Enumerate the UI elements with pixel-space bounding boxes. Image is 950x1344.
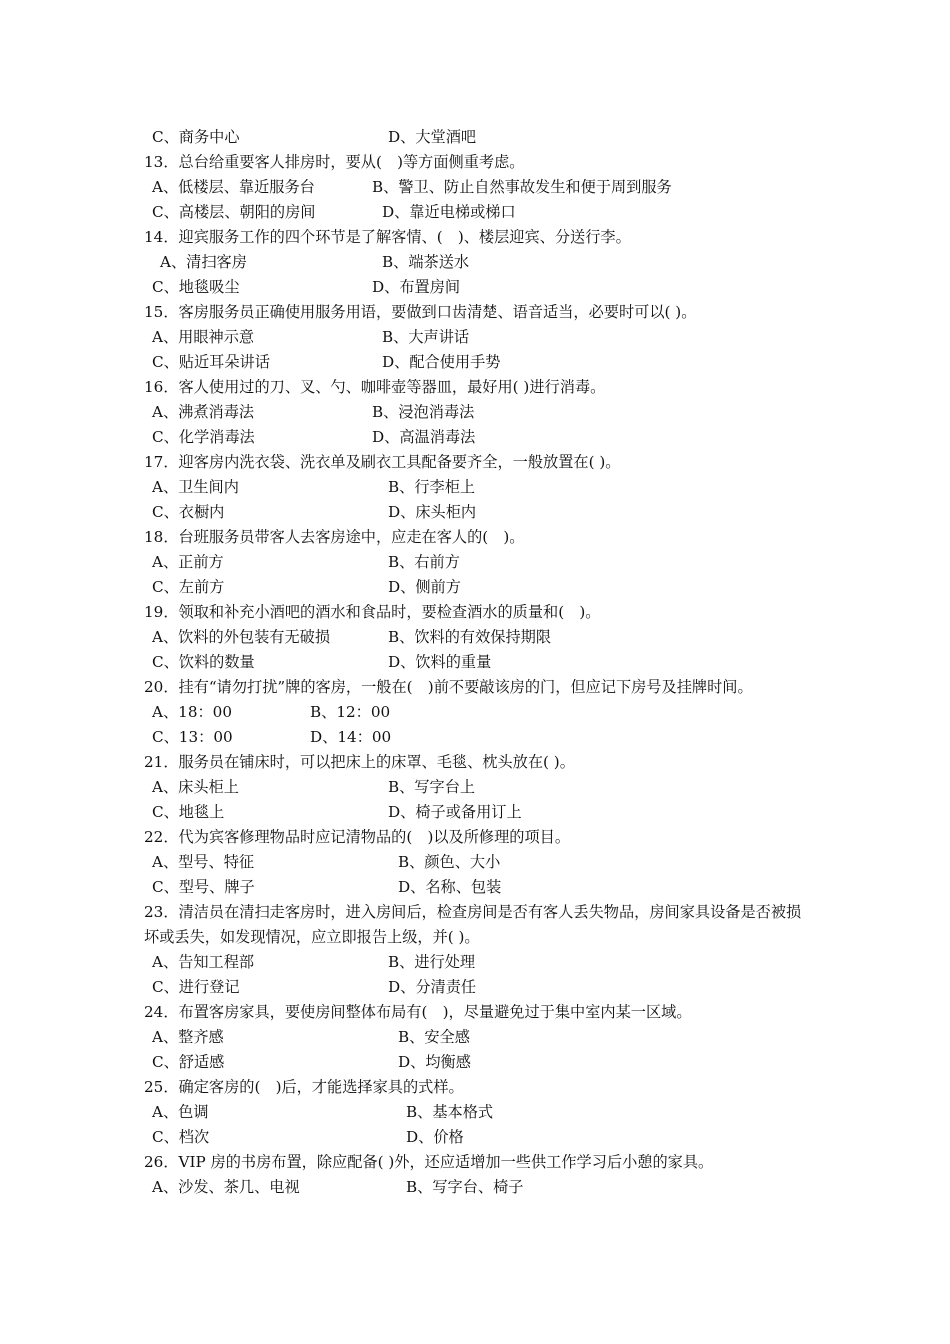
question-text: 16．客人使用过的刀、叉、勺、咖啡壶等器皿，最好用( )进行消毒。 bbox=[144, 378, 606, 396]
answer-option: D、饮料的重量 bbox=[388, 653, 492, 671]
answer-option: B、写字台、椅子 bbox=[406, 1178, 524, 1196]
question-text: 15．客房服务员正确使用服务用语，要做到口齿清楚、语音适当，必要时可以( )。 bbox=[144, 303, 697, 321]
answer-option: A、沸煮消毒法 bbox=[152, 403, 255, 421]
answer-option: A、饮料的外包装有无破损 bbox=[152, 628, 331, 646]
answer-options-row bbox=[144, 1100, 812, 1125]
answer-option: A、整齐感 bbox=[152, 1028, 224, 1046]
answer-option: D、布置房间 bbox=[372, 278, 461, 296]
answer-option: D、配合使用手势 bbox=[382, 353, 501, 371]
answer-option: B、写字台上 bbox=[388, 778, 476, 796]
answer-option: D、靠近电梯或梯口 bbox=[382, 203, 516, 221]
answer-option: C、贴近耳朵讲话 bbox=[152, 353, 270, 371]
answer-options-row bbox=[144, 325, 812, 350]
answer-option: B、警卫、防止自然事故发生和便于周到服务 bbox=[372, 178, 672, 196]
answer-option: C、地毯吸尘 bbox=[152, 278, 240, 296]
answer-option: D、14：00 bbox=[310, 728, 392, 746]
answer-options-row bbox=[144, 400, 812, 425]
answer-option: C、高楼层、朝阳的房间 bbox=[152, 203, 316, 221]
answer-option: D、大堂酒吧 bbox=[388, 128, 477, 146]
answer-option: D、床头柜内 bbox=[388, 503, 477, 521]
answer-options-row bbox=[144, 1125, 812, 1150]
answer-option: B、大声讲话 bbox=[382, 328, 470, 346]
answer-option: A、18：00 bbox=[152, 703, 232, 721]
answer-option: C、地毯上 bbox=[152, 803, 225, 821]
answer-option: C、左前方 bbox=[152, 578, 225, 596]
answer-options-row bbox=[144, 475, 812, 500]
answer-option: D、价格 bbox=[406, 1128, 464, 1146]
answer-options-row bbox=[144, 175, 812, 200]
answer-option: D、高温消毒法 bbox=[372, 428, 476, 446]
answer-option: D、均衡感 bbox=[398, 1053, 471, 1071]
question-text: 22．代为宾客修理物品时应记清物品的( )以及所修理的项目。 bbox=[144, 828, 571, 846]
question-text: 25．确定客房的( )后，才能选择家具的式样。 bbox=[144, 1078, 464, 1096]
answer-option: A、卫生间内 bbox=[152, 478, 239, 496]
answer-options-row bbox=[144, 1025, 812, 1050]
question-text: 21．服务员在铺床时，可以把床上的床罩、毛毯、枕头放在( )。 bbox=[144, 753, 575, 771]
answer-options-row bbox=[144, 1175, 812, 1200]
answer-option: D、椅子或备用订上 bbox=[388, 803, 522, 821]
answer-option: C、饮料的数量 bbox=[152, 653, 255, 671]
answer-options-row bbox=[144, 275, 812, 300]
question-text: 24．布置客房家具，要使房间整体布局有( )，尽量避免过于集中室内某一区域。 bbox=[144, 1003, 692, 1021]
answer-options-row bbox=[144, 650, 812, 675]
answer-option: A、用眼神示意 bbox=[152, 328, 255, 346]
answer-option: A、正前方 bbox=[152, 553, 224, 571]
answer-options-row bbox=[144, 850, 812, 875]
answer-option: B、颜色、大小 bbox=[398, 853, 501, 871]
answer-option: A、色调 bbox=[152, 1103, 209, 1121]
answer-option: D、侧前方 bbox=[388, 578, 461, 596]
answer-option: A、告知工程部 bbox=[152, 953, 255, 971]
question-text: 19．领取和补充小酒吧的酒水和食品时，要检查酒水的质量和( )。 bbox=[144, 603, 601, 621]
answer-options-row bbox=[144, 200, 812, 225]
answer-options-row bbox=[144, 1050, 812, 1075]
answer-options-row bbox=[144, 575, 812, 600]
answer-option: B、浸泡消毒法 bbox=[372, 403, 475, 421]
question-text: 23．清洁员在清扫走客房时，进入房间后，检查房间是否有客人丢失物品，房间家具设备是否被损坏或丢失，如发现情况，应立即报告上级，并( )。 bbox=[144, 903, 802, 946]
answer-options-row bbox=[144, 975, 812, 1000]
answer-options-row bbox=[144, 625, 812, 650]
answer-option: B、基本格式 bbox=[406, 1103, 494, 1121]
answer-option: C、进行登记 bbox=[152, 978, 240, 996]
question-text: 13．总台给重要客人排房时，要从( )等方面侧重考虑。 bbox=[144, 153, 525, 171]
answer-option: B、端茶送水 bbox=[382, 253, 470, 271]
answer-option: C、舒适感 bbox=[152, 1053, 225, 1071]
answer-option: B、进行处理 bbox=[388, 953, 476, 971]
answer-option: B、行李柜上 bbox=[388, 478, 476, 496]
answer-options-row bbox=[144, 550, 812, 575]
question-text: 17．迎客房内洗衣袋、洗衣单及刷衣工具配备要齐全，一般放置在( )。 bbox=[144, 453, 621, 471]
answer-options-row bbox=[144, 800, 812, 825]
answer-option: C、衣橱内 bbox=[152, 503, 225, 521]
answer-option: B、12：00 bbox=[310, 703, 391, 721]
answer-options-row bbox=[144, 700, 812, 725]
answer-option: D、分清责任 bbox=[388, 978, 477, 996]
answer-option: A、清扫客房 bbox=[160, 253, 247, 271]
answer-options-row bbox=[144, 250, 812, 275]
answer-option: C、档次 bbox=[152, 1128, 210, 1146]
answer-options-row bbox=[144, 950, 812, 975]
answer-option: B、右前方 bbox=[388, 553, 460, 571]
answer-option: A、床头柜上 bbox=[152, 778, 239, 796]
answer-option: B、安全感 bbox=[398, 1028, 470, 1046]
answer-option: C、型号、牌子 bbox=[152, 878, 255, 896]
question-text: 18．台班服务员带客人去客房途中，应走在客人的( )。 bbox=[144, 528, 525, 546]
answer-option: C、13：00 bbox=[152, 728, 233, 746]
answer-option: A、沙发、茶几、电视 bbox=[152, 1178, 300, 1196]
answer-option: A、低楼层、靠近服务台 bbox=[152, 178, 315, 196]
answer-options-row bbox=[144, 425, 812, 450]
answer-options-row bbox=[144, 500, 812, 525]
answer-options-row bbox=[144, 725, 812, 750]
question-text: 20．挂有“请勿打扰”牌的客房，一般在( )前不要敲该房的门，但应记下房号及挂牌时间。 bbox=[144, 678, 753, 696]
answer-option: D、名称、包装 bbox=[398, 878, 502, 896]
answer-option: B、饮料的有效保持期限 bbox=[388, 628, 552, 646]
answer-options-row bbox=[144, 350, 812, 375]
exam-question-list bbox=[144, 125, 812, 1200]
answer-option: A、型号、特征 bbox=[152, 853, 255, 871]
answer-options-row bbox=[144, 775, 812, 800]
answer-options-row bbox=[144, 875, 812, 900]
question-text: 26．VIP 房的书房布置，除应配备( )外，还应适增加一些供工作学习后小憩的家具。 bbox=[144, 1153, 714, 1171]
answer-options-row bbox=[144, 125, 812, 150]
answer-option: C、化学消毒法 bbox=[152, 428, 255, 446]
answer-option: C、商务中心 bbox=[152, 128, 240, 146]
question-text: 14．迎宾服务工作的四个环节是了解客情、( )、楼层迎宾、分送行李。 bbox=[144, 228, 631, 246]
